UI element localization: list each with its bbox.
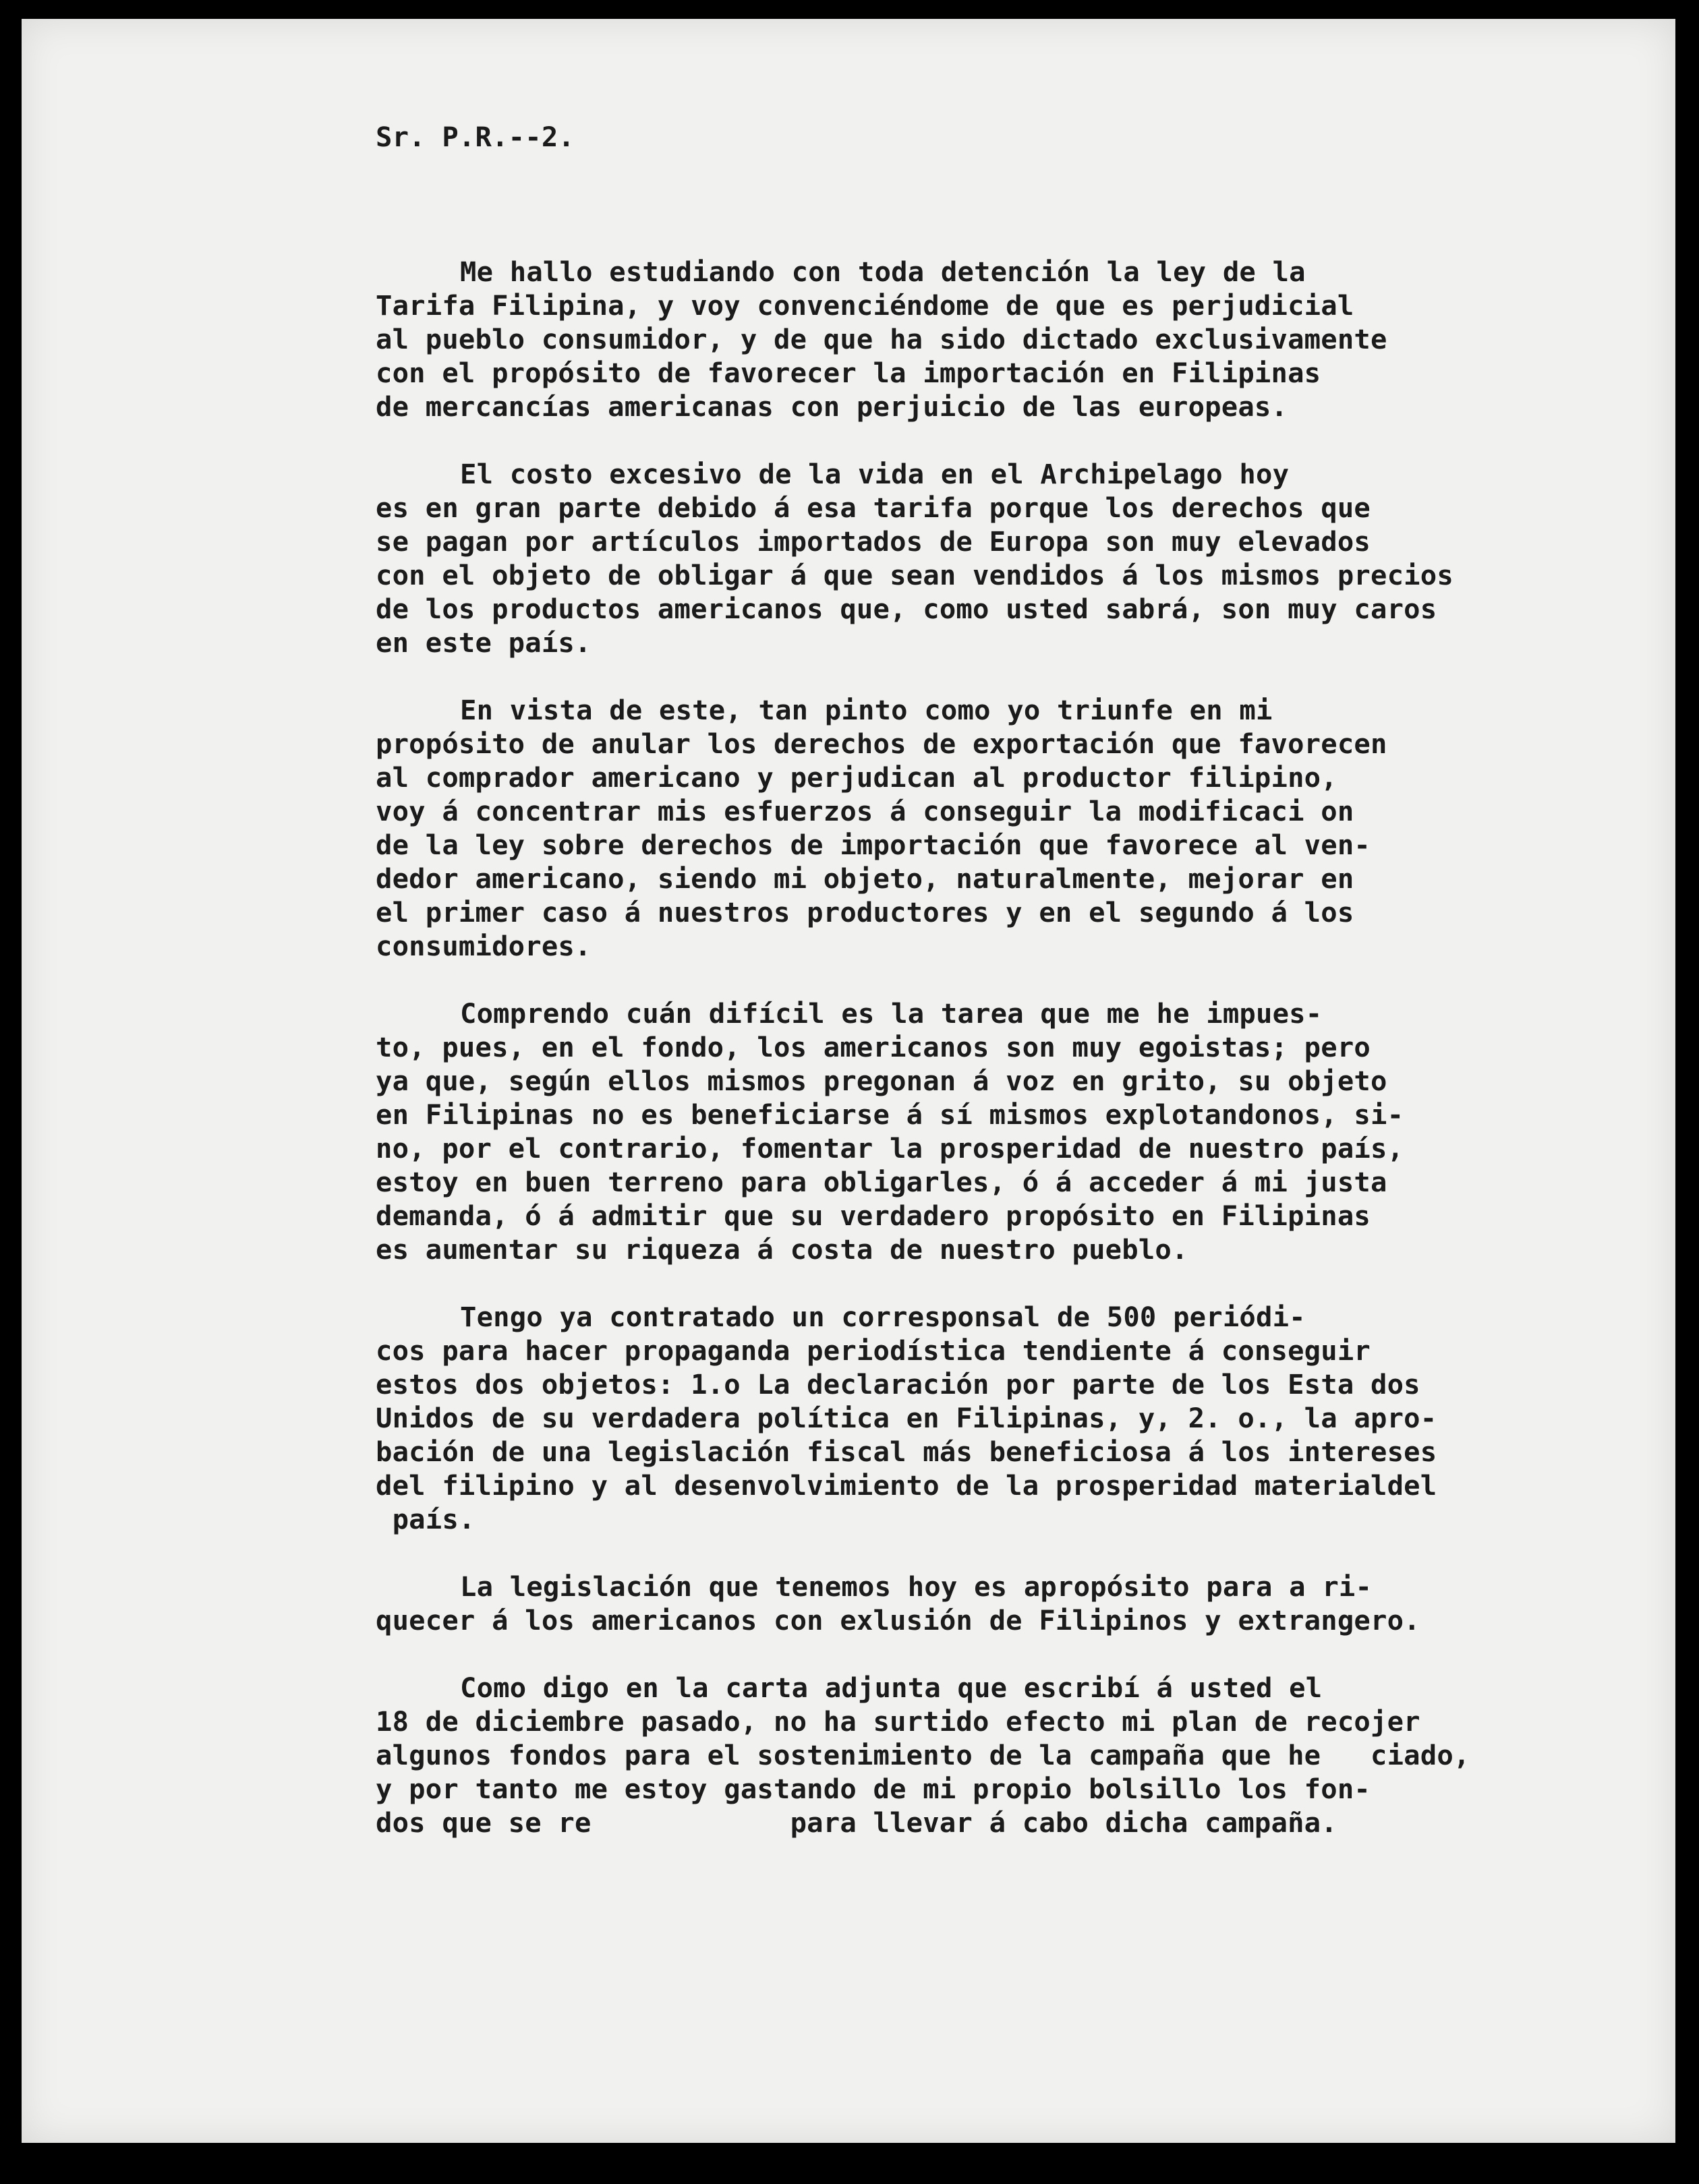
text-line: con el propósito de favorecer la importación en Filipinas (376, 357, 1321, 389)
text-line: con el objeto de obligar á que sean vendidos á los mismos precios (376, 559, 1453, 591)
text-line: cos para hacer propaganda periodística tendiente á conseguir (376, 1334, 1371, 1367)
text-line: En vista de este, tan pinto como yo triunfe en mi (460, 694, 1273, 726)
text-line: consumidores. (376, 930, 592, 962)
text-line: en este país. (376, 626, 592, 659)
text-line: dos que se re para llevar á cabo dicha campaña. (376, 1806, 1337, 1839)
text-line: estoy en buen terreno para obligarles, ó á acceder á mi justa (376, 1166, 1387, 1198)
text-line: y por tanto me estoy gastando de mi propio bolsillo los fon- (376, 1773, 1371, 1805)
text-line: se pagan por artículos importados de Europa son muy elevados (376, 525, 1371, 558)
text-line: al pueblo consumidor, y de que ha sido dictado exclusivamente (376, 323, 1387, 355)
text-line: de los productos americanos que, como usted sabrá, son muy caros (376, 593, 1437, 625)
text-line: El costo excesivo de la vida en el Archipelago hoy (460, 458, 1290, 490)
text-line: es aumentar su riqueza á costa de nuestro pueblo. (376, 1233, 1188, 1266)
text-line: Comprendo cuán difícil es la tarea que me he impues- (460, 997, 1323, 1030)
text-line: no, por el contrario, fomentar la prosperidad de nuestro país, (376, 1132, 1404, 1164)
text-line: 18 de diciembre pasado, no ha surtido efecto mi plan de recojer (376, 1705, 1420, 1738)
text-line: en Filipinas no es beneficiarse á sí mismos explotandonos, si- (376, 1098, 1404, 1131)
paragraph (376, 255, 1495, 423)
page-header: Sr. P.R.--2. (376, 121, 575, 153)
paragraph (376, 997, 1495, 1266)
text-line: país. (376, 1503, 476, 1535)
text-line: es en gran parte debido á esa tarifa porque los derechos que (376, 492, 1371, 524)
document-page (22, 19, 1675, 2143)
text-line: Unidos de su verdadera política en Filipinas, y, 2. o., la apro- (376, 1402, 1437, 1434)
text-line: de la ley sobre derechos de importación que favorece al ven- (376, 829, 1371, 861)
text-line: dedor americano, siendo mi objeto, naturalmente, mejorar en (376, 862, 1354, 895)
text-line: La legislación que tenemos hoy es apropósito para a ri- (460, 1570, 1373, 1603)
paragraphs (376, 255, 1495, 1839)
text-line: Como digo en la carta adjunta que escribí á usted el (460, 1672, 1323, 1704)
text-line: ya que, según ellos mismos pregonan á voz en grito, su objeto (376, 1065, 1387, 1097)
text-line: Tengo ya contratado un corresponsal de 500 periódi- (460, 1301, 1306, 1333)
text-line: al comprador americano y perjudican al productor filipino, (376, 761, 1337, 794)
text-line: estos dos objetos: 1.o La declaración por parte de los Esta dos (376, 1368, 1420, 1400)
text-line: to, pues, en el fondo, los americanos son muy egoistas; pero (376, 1031, 1371, 1063)
text-line: Tarifa Filipina, y voy convenciéndome de que es perjudicial (376, 289, 1354, 322)
paragraph (376, 1671, 1495, 1839)
paragraph (376, 693, 1495, 963)
text-line: propósito de anular los derechos de exportación que favorecen (376, 728, 1387, 760)
paragraph (376, 457, 1495, 659)
text-line: del filipino y al desenvolvimiento de la prosperidad materialdel (376, 1469, 1437, 1502)
text-line: bación de una legislación fiscal más beneficiosa á los intereses (376, 1436, 1437, 1468)
letter-body (376, 120, 1495, 1873)
text-line: demanda, ó á admitir que su verdadero propósito en Filipinas (376, 1200, 1371, 1232)
paragraph (376, 1570, 1495, 1637)
text-line: el primer caso á nuestros productores y en el segundo á los (376, 896, 1354, 928)
paragraph (376, 1300, 1495, 1536)
text-line: Me hallo estudiando con toda detención la ley de la (460, 256, 1306, 288)
text-line: voy á concentrar mis esfuerzos á conseguir la modificaci on (376, 795, 1354, 827)
text-line: de mercancías americanas con perjuicio de las europeas. (376, 390, 1288, 423)
text-line: algunos fondos para el sostenimiento de la campaña que he ciado, (376, 1739, 1470, 1771)
text-line: quecer á los americanos con exlusión de Filipinos y extrangero. (376, 1604, 1420, 1636)
